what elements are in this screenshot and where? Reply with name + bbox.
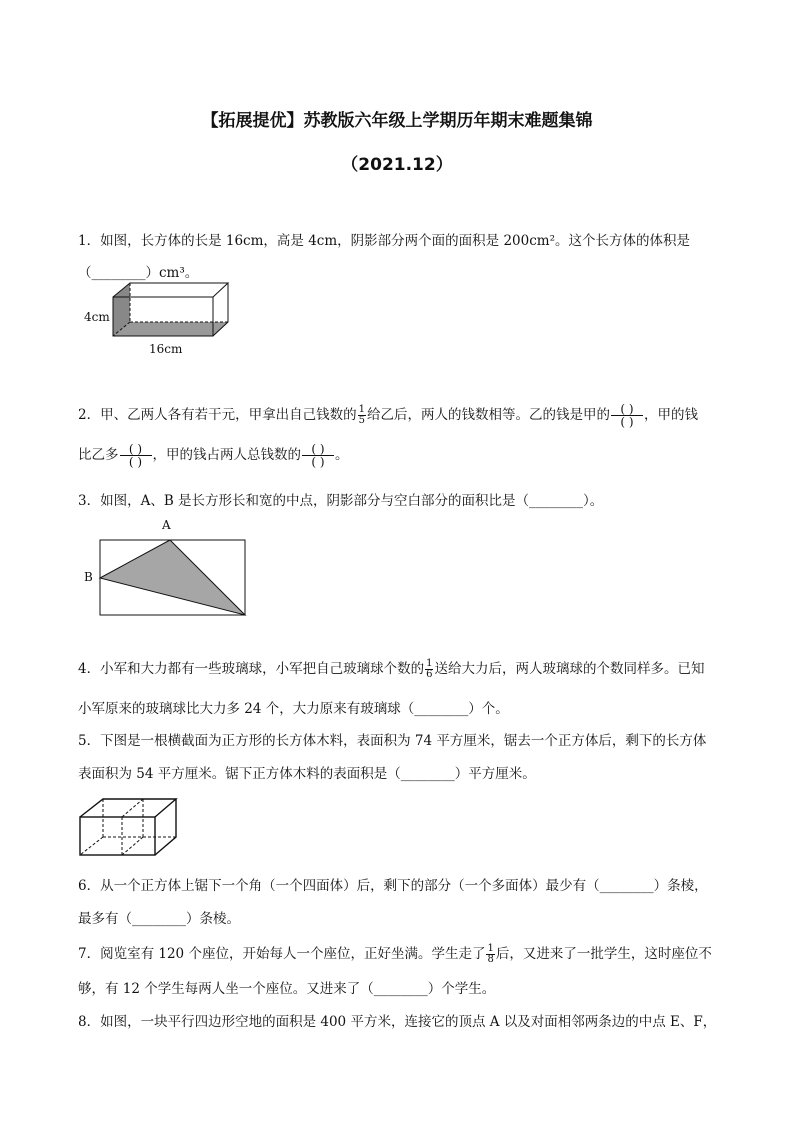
q1-line1: 1．如图，长方体的长是 16cm，高是 4cm，阴影部分两个面的面积是 200cm²。这个长方体的体积是 — [78, 233, 690, 249]
q3-line1: 3．如图，A、B 是长方形长和宽的中点，阴影部分与空白部分的面积比是（________）。 — [78, 493, 604, 509]
q2-blank-fraction-2: $\frac{( )}{( )}$ — [120, 443, 152, 468]
q2-blank-fraction-3: $\frac{( )}{( )}$ — [302, 443, 334, 468]
q1-label-length: 16cm — [149, 342, 183, 356]
q1-label-height: 4cm — [84, 310, 110, 324]
q2-text-c: ，甲的钱 — [643, 407, 698, 423]
q2-text-b: 给乙后，两人的钱数相等。乙的钱是甲的 — [366, 407, 610, 423]
q7-line1 — [78, 942, 712, 965]
q6-line1: 6．从一个正方体上锯下一个角（一个四面体）后，剩下的部分（一个多面体）最少有（________）条棱， — [78, 878, 708, 894]
q7-text-a: 7．阅览室有 120 个座位，开始每人一个座位，正好坐满。学生走了 — [78, 946, 486, 962]
page-title: 【拓展提优】苏教版六年级上学期历年期末难题集锦 — [201, 111, 593, 131]
q8-line1: 8．如图，一块平行四边形空地的面积是 400 平方米，连接它的顶点 A 以及对面相邻两条边的中点 E、F， — [78, 1014, 717, 1030]
q4-text-b: 送给大力后，两人玻璃球的个数同样多。已知 — [434, 661, 705, 677]
q2-text-a: 2．甲、乙两人各有若干元，甲拿出自己钱数的 — [78, 407, 357, 423]
q6-line2: 最多有（________）条棱。 — [78, 911, 240, 927]
q5-line2: 表面积为 54 平方厘米。锯下正方体木料的表面积是（________）平方厘米。 — [78, 766, 536, 782]
q2-blank-fraction-1: $\frac{( )}{( )}$ — [611, 403, 643, 428]
q3-label-a: A — [162, 518, 171, 532]
q4-line2: 小军原来的玻璃球比大力多 24 个，大力原来有玻璃球（________）个。 — [78, 701, 509, 717]
q2-text-d: 比乙多 — [78, 447, 119, 463]
page-subtitle: （2021.12） — [341, 155, 453, 175]
q2-text-e: ，甲的钱占两人总钱数的 — [152, 447, 301, 463]
q4-text-a: 4．小军和大力都有一些玻璃球，小军把自己玻璃球个数的 — [78, 661, 425, 677]
q2-line2 — [78, 443, 349, 468]
q7-fraction-1-8: $\frac{1}{8}$ — [487, 943, 494, 965]
q7-line2: 够，有 12 个学生每两人坐一个座位。又进来了（________）个学生。 — [78, 981, 496, 997]
q4-line1 — [78, 657, 704, 680]
q4-fraction-1-6: $\frac{1}{6}$ — [426, 658, 433, 680]
q2-text-f: 。 — [335, 447, 349, 463]
q3-label-b: B — [84, 570, 93, 584]
q7-text-b: 后，又进来了一批学生，这时座位不 — [495, 946, 712, 962]
q2-line1 — [78, 403, 698, 428]
q2-fraction-1-5: $\frac{1}{5}$ — [358, 404, 365, 426]
q1-line2: （________）cm³。 — [78, 265, 199, 281]
q5-line1: 5．下图是一根横截面为正方形的长方体木料，表面积为 74 平方厘米，锯去一个正方体后，剩下的长方体 — [78, 733, 707, 749]
